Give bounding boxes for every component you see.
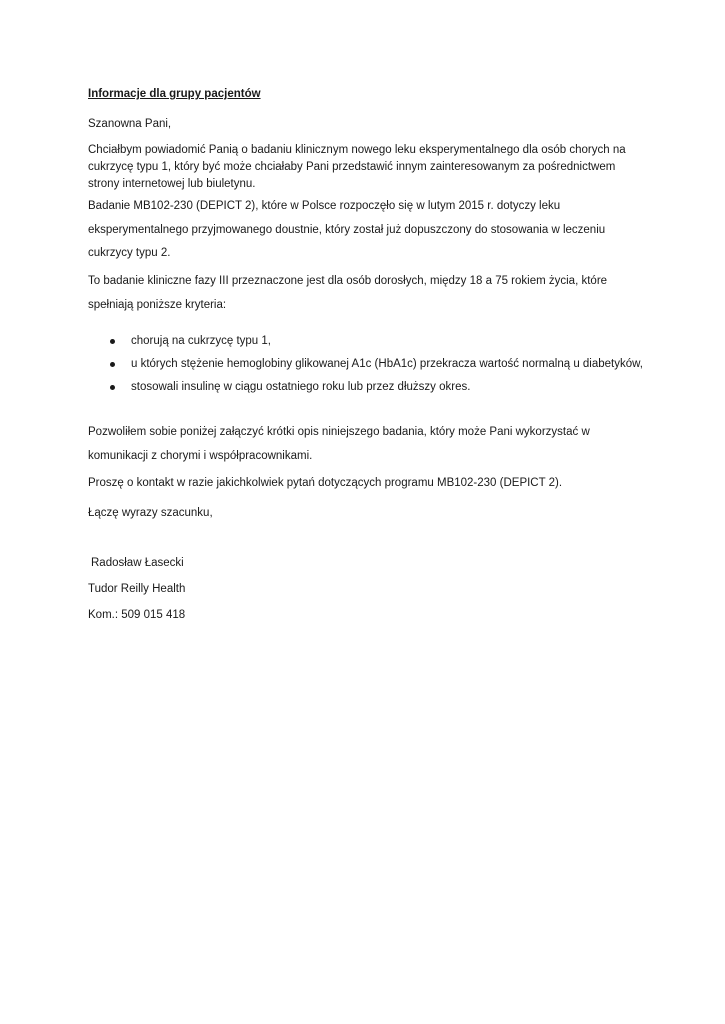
list-item-text: u których stężenie hemoglobiny glikowanej A1c (HbA1c) przekracza wartość normalną u diabetyków, (131, 358, 644, 370)
list-item (88, 376, 648, 399)
bullet-icon (110, 339, 115, 344)
signature-phone: Kom.: 509 015 418 (88, 609, 186, 621)
list-item-text: chorują na cukrzycę typu 1, (131, 335, 271, 347)
list-item (88, 330, 648, 353)
paragraph-study-info: Badanie MB102-230 (DEPICT 2), które w Polsce rozpoczęło się w lutym 2015 r. dotyczy leku eksperymentalnego przyjmowanego doustnie, który został już dopuszczony do stosowania w leczeniu cukrzycy typu 2. (88, 200, 606, 259)
list-item (88, 353, 648, 376)
signature-name: Radosław Łasecki (91, 557, 184, 569)
document-title: Informacje dla grupy pacjentów (88, 88, 261, 100)
signature-company: Tudor Reilly Health (88, 583, 186, 595)
paragraph-attachment: Pozwoliłem sobie poniżej załączyć krótki opis niniejszego badania, który może Pani wykorzystać w komunikacji z chorymi i współpracownikami. (88, 426, 590, 462)
list-item-text: stosowali insulinę w ciągu ostatniego roku lub przez dłuższy okres. (131, 381, 471, 393)
criteria-list (88, 330, 648, 399)
paragraph-intro: Chciałbym powiadomić Panią o badaniu klinicznym nowego leku eksperymentalnego dla osób chorych na cukrzycę typu 1, który być może chciałaby Pani przedstawić innym zainteresowanym za pośrednictwem strony internetowej lub biuletynu. (88, 144, 626, 190)
paragraph-contact: Proszę o kontakt w razie jakichkolwiek pytań dotyczących programu MB102-230 (DEPICT 2). (88, 477, 563, 489)
closing: Łączę wyrazy szacunku, (88, 507, 213, 519)
paragraph-criteria-intro: To badanie kliniczne fazy III przeznaczone jest dla osób dorosłych, między 18 a 75 rokiem życia, które spełniają poniższe kryteria: (88, 275, 608, 311)
bullet-icon (110, 385, 115, 390)
greeting: Szanowna Pani, (88, 118, 172, 130)
bullet-icon (110, 362, 115, 367)
